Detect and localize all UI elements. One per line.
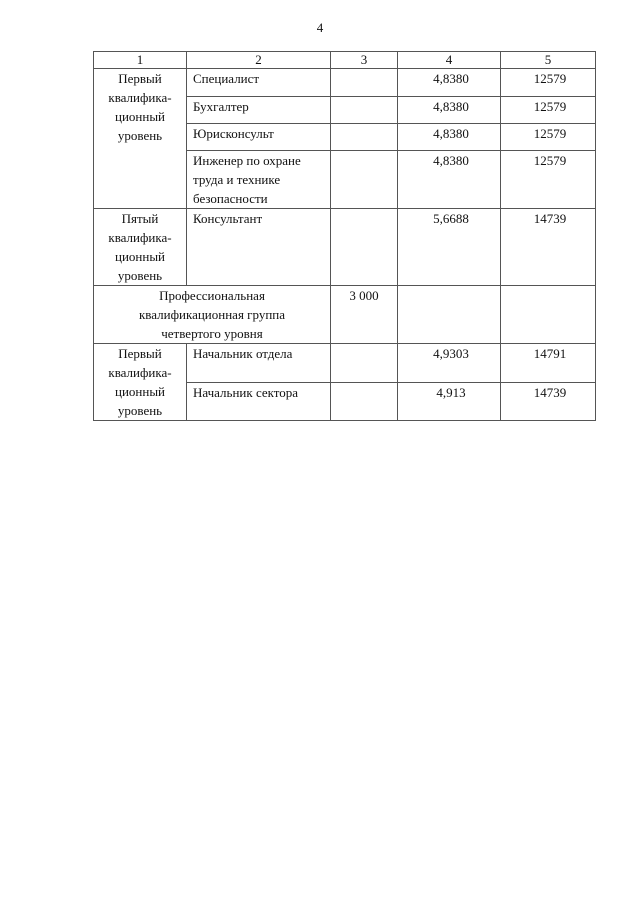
group-title: Профессиональная квалификационная группа четвертого уровня <box>94 286 331 344</box>
empty-cell <box>398 286 501 344</box>
base-cell <box>331 344 398 383</box>
header-cell: 1 <box>94 52 187 69</box>
coefficient-cell: 4,9303 <box>398 344 501 383</box>
salary-cell: 14791 <box>501 344 596 383</box>
position-cell: Инженер по охране труда и технике безопасности <box>187 151 331 209</box>
base-cell <box>331 124 398 151</box>
position-cell: Бухгалтер <box>187 97 331 124</box>
header-cell: 5 <box>501 52 596 69</box>
coefficient-cell: 4,8380 <box>398 69 501 97</box>
page-number: 4 <box>316 20 324 35</box>
header-cell: 2 <box>187 52 331 69</box>
table-row <box>94 69 596 97</box>
base-cell <box>331 97 398 124</box>
salary-cell: 12579 <box>501 97 596 124</box>
empty-cell <box>501 286 596 344</box>
salary-cell: 14739 <box>501 382 596 421</box>
base-cell <box>331 69 398 97</box>
coefficient-cell: 4,8380 <box>398 124 501 151</box>
salary-cell: 12579 <box>501 124 596 151</box>
position-cell: Начальник отдела <box>187 344 331 383</box>
base-cell <box>331 382 398 421</box>
table-row <box>94 344 596 383</box>
position-cell: Специалист <box>187 69 331 97</box>
group-heading-row <box>94 286 596 344</box>
coefficient-cell: 4,8380 <box>398 151 501 209</box>
header-cell: 4 <box>398 52 501 69</box>
coefficient-cell: 4,913 <box>398 382 501 421</box>
coefficient-cell: 5,6688 <box>398 209 501 286</box>
header-cell: 3 <box>331 52 398 69</box>
header-row <box>94 52 596 69</box>
group-base-salary: 3 000 <box>331 286 398 344</box>
qualification-level-label: Первый квалифика- ционный уровень <box>94 344 187 421</box>
qualification-level-label: Первый квалифика- ционный уровень <box>94 69 187 209</box>
salary-cell: 14739 <box>501 209 596 286</box>
position-cell: Юрисконсульт <box>187 124 331 151</box>
base-cell <box>331 151 398 209</box>
table-row <box>94 209 596 286</box>
qualification-level-label: Пятый квалифика- ционный уровень <box>94 209 187 286</box>
position-cell: Начальник сектора <box>187 382 331 421</box>
position-cell: Консультант <box>187 209 331 286</box>
salary-cell: 12579 <box>501 151 596 209</box>
salary-table <box>93 51 596 421</box>
base-cell <box>331 209 398 286</box>
coefficient-cell: 4,8380 <box>398 97 501 124</box>
salary-cell: 12579 <box>501 69 596 97</box>
